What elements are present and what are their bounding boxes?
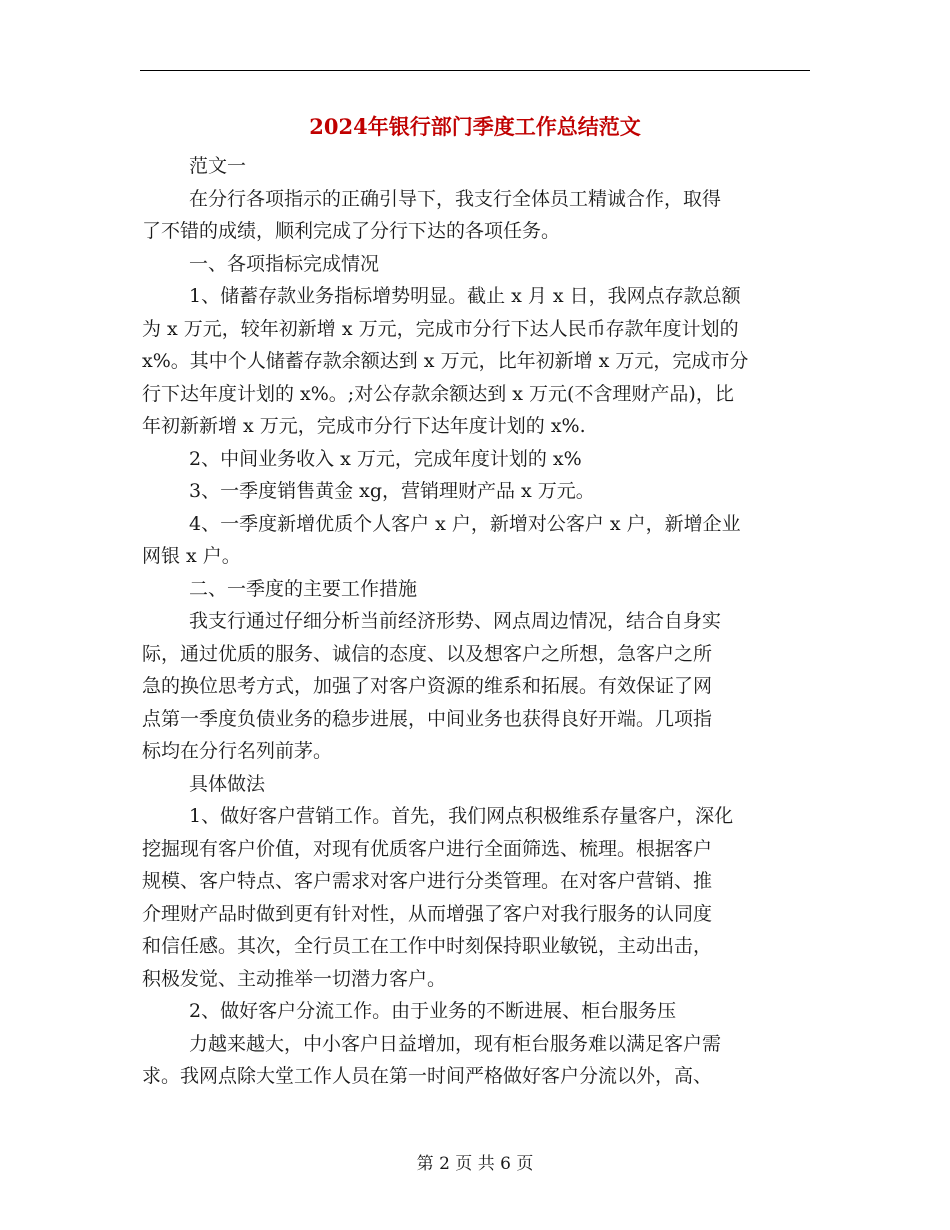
document-body	[142, 150, 810, 1093]
paragraph	[142, 475, 810, 508]
paragraph-line: 积极发觉、主动推举一切潜力客户。	[142, 967, 447, 990]
paragraph-line: 2、中间业务收入 x 万元，完成年度计划的 x%	[189, 447, 582, 470]
paragraph-line: 点第一季度负债业务的稳步进展，中间业务也获得良好开端。几项指	[142, 707, 713, 730]
paragraph-line: 具体做法	[189, 772, 266, 795]
paragraph-line: 标均在分行名列前茅。	[142, 740, 333, 762]
paragraph	[142, 280, 810, 443]
paragraph	[142, 1028, 810, 1093]
paragraph	[142, 768, 810, 801]
paragraph	[142, 183, 810, 248]
paragraph-line: 在分行各项指示的正确引导下，我支行全体员工精诚合作，取得	[189, 187, 722, 210]
paragraph-line: 行下达年度计划的 x%。;对公存款余额达到 x 万元(不含理财产品)，比	[142, 382, 734, 405]
paragraph-line: 二、一季度的主要工作措施	[189, 577, 418, 600]
paragraph	[142, 573, 810, 606]
page-title: 2024年银行部门季度工作总结范文	[309, 114, 641, 139]
paragraph-line: 规模、客户特点、客户需求对客户进行分类管理。在对客户营销、推	[142, 870, 713, 892]
paragraph-line: 2、做好客户分流工作。由于业务的不断进展、柜台服务压	[189, 1000, 677, 1022]
paragraph-line: 1、做好客户营销工作。首先，我们网点积极维系存量客户，深化	[189, 805, 734, 827]
paragraph-line: 我支行通过仔细分析当前经济形势、网点周边情况，结合自身实	[189, 610, 722, 632]
paragraph-line: 和信任感。其次，全行员工在工作中时刻保持职业敏锐，主动出击，	[142, 935, 713, 957]
paragraph-line: 3、一季度销售黄金 xg，营销理财产品 x 万元。	[189, 480, 595, 502]
paragraph-line: 1、储蓄存款业务指标增势明显。截止 x 月 x 日，我网点存款总额	[189, 285, 741, 307]
paragraph-line: 范文一	[189, 155, 247, 177]
paragraph-line: 际，通过优质的服务、诚信的态度、以及想客户之所想，急客户之所	[142, 642, 713, 665]
paragraph-line: 急的换位思考方式，加强了对客户资源的维系和拓展。有效保证了网	[142, 675, 713, 697]
paragraph-line: x%。其中个人储蓄存款余额达到 x 万元，比年初新增 x 万元，完成市分	[142, 350, 749, 372]
paragraph-line: 一、各项指标完成情况	[189, 252, 380, 275]
paragraph-line: 了不错的成绩，顺利完成了分行下达的各项任务。	[142, 220, 561, 242]
paragraph-line: 为 x 万元，较年初新增 x 万元，完成市分行下达人民币存款年度计划的	[142, 317, 739, 340]
paragraph-line: 4、一季度新增优质个人客户 x 户，新增对公客户 x 户，新增企业	[189, 512, 741, 535]
header-rule	[140, 70, 810, 71]
paragraph	[142, 995, 810, 1028]
paragraph-line: 挖掘现有客户价值，对现有优质客户进行全面筛选、梳理。根据客户	[142, 837, 713, 860]
paragraph-line: 介理财产品时做到更有针对性，从而增强了客户对我行服务的认同度	[142, 902, 713, 925]
paragraph	[142, 800, 810, 995]
page-footer: 第 2 页 共 6 页	[416, 1154, 534, 1174]
paragraph	[142, 150, 810, 183]
paragraph-line: 年初新新增 x 万元，完成市分行下达年度计划的 x%.	[142, 415, 586, 437]
paragraph-line: 网银 x 户。	[142, 545, 241, 567]
paragraph	[142, 508, 810, 573]
paragraph-line: 力越来越大，中小客户日益增加，现有柜台服务难以满足客户需	[189, 1032, 722, 1055]
paragraph	[142, 248, 810, 281]
paragraph-line: 求。我网点除大堂工作人员在第一时间严格做好客户分流以外，高、	[142, 1065, 713, 1087]
paragraph	[142, 443, 810, 476]
paragraph	[142, 605, 810, 768]
